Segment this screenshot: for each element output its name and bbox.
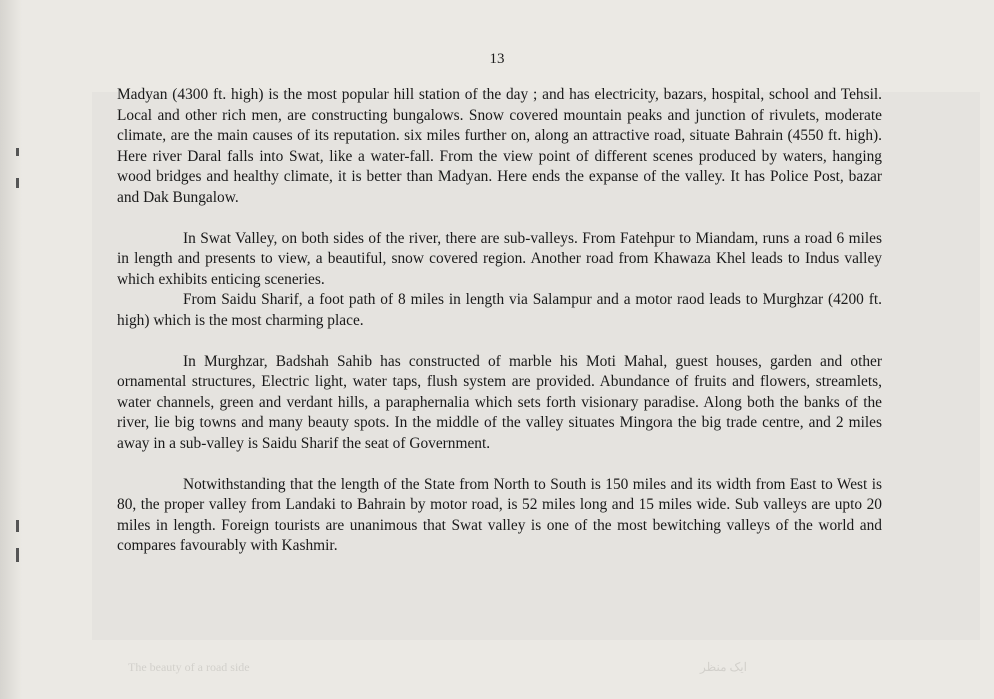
margin-mark	[16, 178, 19, 188]
margin-mark	[16, 548, 19, 562]
paragraph-madyan: Madyan (4300 ft. high) is the most popular hill station of the day ; and has electricity, bazars, hospital, school and Tehsil. Local and other rich men, are constructing bungalows. Snow covered mountain peaks and junction of rivulets, moderate climate, are the main causes of its reputation. six miles further on, along an attractive road, situate Bahrain (4550 ft. high). Here river Daral falls into Swat, like a water-fall. From the view point of different scenes produced by waters, hanging wood bridges and healthy climate, it is better than Madyan. Here ends the expanse of the valley. It has Police Post, bazar and Dak Bungalow.	[117, 86, 882, 206]
paragraph-murghzar-route: From Saidu Sharif, a foot path of 8 miles in length via Salampur and a motor raod leads to Murghzar (4200 ft. high) which is the most charming place.	[117, 291, 882, 329]
ghost-caption-left: The beauty of a road side	[128, 660, 250, 674]
margin-mark	[16, 148, 19, 156]
ghost-caption-right: ایک منظر	[700, 660, 747, 674]
paragraph-murghzar: In Murghzar, Badshah Sahib has constructed of marble his Moti Mahal, guest houses, garden and other ornamental structures, Electric light, water taps, flush system are provided. Abundance of fruits and flowers, streamlets, water channels, green and verdant hills, a paraphernalia which sets forth visionary paradise. Along both the banks of the river, lie big towns and many beauty spots. In the middle of the valley situates Mingora the big trade centre, and 2 miles away in a sub-valley is Saidu Sharif the seat of Government.	[117, 352, 882, 452]
paragraph-sub-valleys: In Swat Valley, on both sides of the river, there are sub-valleys. From Fatehpur to Miandam, runs a road 6 miles in length and presents to view, a beautiful, snow covered region. Another road from Khawaza Khel leads to Indus valley which exhibits enticing sceneries.	[117, 229, 882, 288]
binding-shadow	[0, 0, 22, 699]
page-number: 13	[489, 51, 505, 67]
margin-mark	[16, 520, 19, 532]
paragraph-state-dimensions: Notwithstanding that the length of the State from North to South is 150 miles and its width from East to West is 80, the proper valley from Landaki to Bahrain by motor road, is 52 miles long and 15 miles wide. Sub valleys are upto 20 miles in length. Foreign tourists are unanimous that Swat valley is one of the most bewitching valleys of the world and compares favourably with Kashmir.	[117, 475, 882, 555]
body-text	[117, 85, 882, 557]
